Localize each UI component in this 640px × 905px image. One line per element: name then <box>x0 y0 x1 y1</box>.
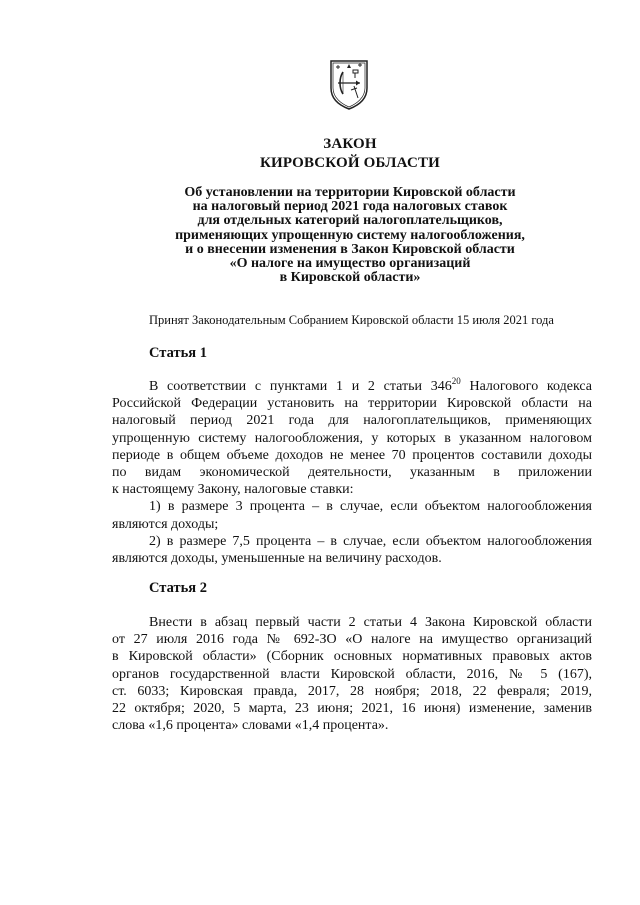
paragraph-line: по видам экономической деятельности, указанным в приложении <box>112 465 592 481</box>
law-type-heading: ЗАКОН <box>323 136 377 152</box>
title-line: Об установлении на территории Кировской области <box>184 185 516 200</box>
paragraph-line: В соответствии с пунктами 1 и 2 статьи $346^{20}$ Налогового кодекса <box>149 376 592 394</box>
paragraph-line: Внести в абзац первый части 2 статьи 4 Закона Кировской области <box>149 615 592 630</box>
paragraph-line: органов государственной власти Кировской области, 2016, № 5 (167), <box>112 666 592 682</box>
superscript: 20 <box>451 376 461 386</box>
adoption-note: Принят Законодательным Собранием Кировской области 15 июля 2021 года <box>149 313 554 327</box>
paragraph-line: периоде в общем объеме доходов не менее 70 процентов составили доходы <box>112 447 592 463</box>
title-line: для отдельных категорий налогоплательщиков, <box>197 213 503 229</box>
list-item-line: являются доходы; <box>112 516 219 532</box>
law-title <box>160 186 540 285</box>
list-item-line: 1) в размере 3 процента – в случае, если объектом налогообложения <box>149 499 592 515</box>
paragraph-line: от 27 июля 2016 года № 692-ЗО «О налоге на имущество организаций <box>112 632 592 648</box>
paragraph-line: упрощенную систему налогообложения, у которых в указанном налоговом <box>112 430 592 446</box>
title-line: «О налоге на имущество организаций <box>229 256 471 272</box>
article-1-body <box>112 378 592 567</box>
paragraph-line: налоговый период 2021 года для налогоплательщиков, применяющих <box>112 413 592 429</box>
kirov-coat-of-arms-icon <box>327 58 371 110</box>
paragraph-line: ст. 6033; Кировская правда, 2017, 28 ноября; 2018, 22 февраля; 2019, <box>112 683 592 699</box>
title-line: на налоговый период 2021 года налоговых ставок <box>192 199 508 215</box>
title-line: и о внесении изменения в Закон Кировской области <box>185 241 515 257</box>
list-item-line: 2) в размере 7,5 процента – в случае, если объектом налогообложения <box>149 533 592 549</box>
article-2-body <box>112 614 592 734</box>
article-1-heading: Статья 1 <box>149 345 207 361</box>
title-line: в Кировской области» <box>279 270 421 286</box>
paragraph-line: Российской Федерации установить на территории Кировской области на <box>112 396 592 412</box>
paragraph-line: к настоящему Закону, налоговые ставки: <box>112 482 354 498</box>
paragraph-line: 22 октября; 2020, 5 марта, 23 июня; 2021, 16 июня) изменение, заменив <box>112 701 592 717</box>
title-line: применяющих упрощенную систему налогообложения, <box>175 227 525 243</box>
paragraph-line: слова «1,6 процента» словами «1,4 процента». <box>112 718 389 734</box>
list-item-line: являются доходы, уменьшенные на величину расходов. <box>112 551 442 567</box>
law-region-heading: КИРОВСКОЙ ОБЛАСТИ <box>259 155 441 171</box>
paragraph-line: в Кировской области» (Сборник основных нормативных правовых актов <box>112 649 592 665</box>
article-2-heading: Статья 2 <box>149 580 207 596</box>
